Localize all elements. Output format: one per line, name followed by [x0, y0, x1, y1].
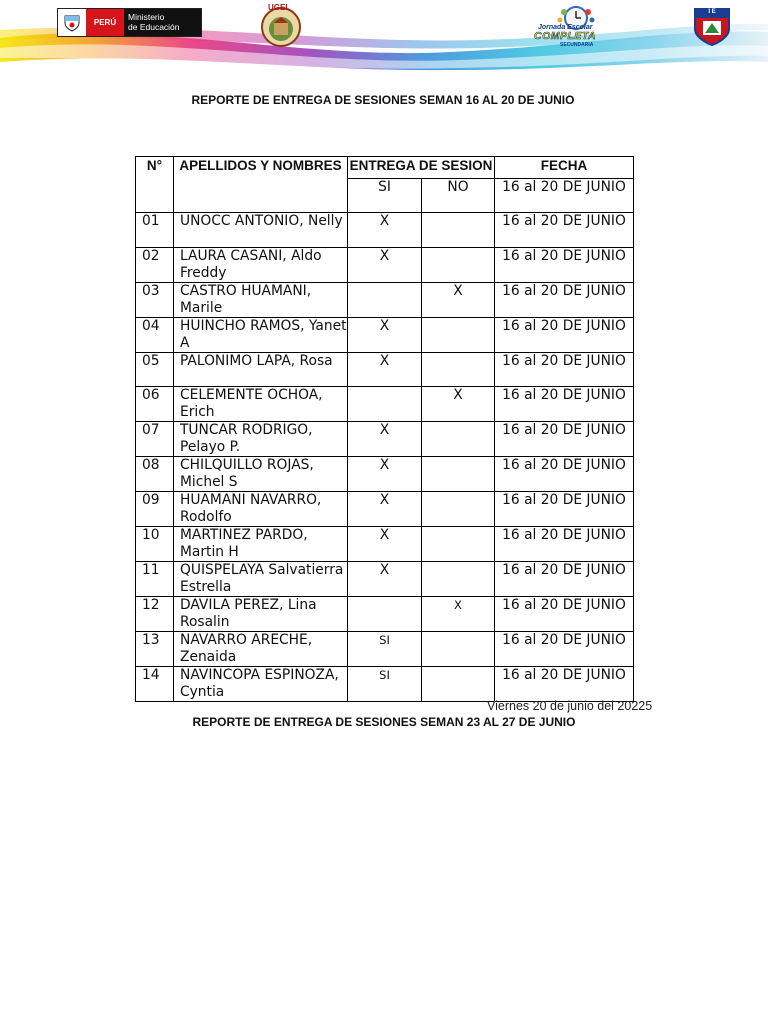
row-si [348, 387, 422, 422]
header-name: APELLIDOS Y NOMBRES [174, 157, 348, 213]
row-number: 09 [136, 492, 174, 527]
table-row [136, 352, 634, 387]
subheader-fecha: 16 al 20 DE JUNIO [495, 179, 634, 213]
row-number: 03 [136, 282, 174, 317]
table-row [136, 317, 634, 352]
row-si: X [348, 457, 422, 492]
table-row [136, 457, 634, 492]
row-si: X [348, 562, 422, 597]
row-no [422, 667, 495, 702]
row-fecha: 16 al 20 DE JUNIO [495, 352, 634, 387]
table-row [136, 387, 634, 422]
row-no [422, 527, 495, 562]
table-row [136, 213, 634, 248]
row-no: X [422, 387, 495, 422]
row-fecha: 16 al 20 DE JUNIO [495, 317, 634, 352]
row-number: 10 [136, 527, 174, 562]
row-si: X [348, 352, 422, 387]
table-row [136, 492, 634, 527]
row-name: UNOCC ANTONIO, Nelly [174, 213, 348, 248]
row-si: X [348, 317, 422, 352]
row-name: DAVILA PEREZ, Lina Rosalin [174, 597, 348, 632]
row-fecha: 16 al 20 DE JUNIO [495, 527, 634, 562]
row-si [348, 597, 422, 632]
delivery-table [135, 156, 634, 702]
row-number: 01 [136, 213, 174, 248]
row-no [422, 247, 495, 282]
row-name: NAVINCOPA ESPINOZA, Cyntia [174, 667, 348, 702]
ministry-logo [57, 8, 202, 37]
row-si: X [348, 247, 422, 282]
row-si: SI [348, 667, 422, 702]
table-row [136, 247, 634, 282]
row-number: 14 [136, 667, 174, 702]
table-row [136, 632, 634, 667]
header-entrega: ENTREGA DE SESION [348, 157, 495, 179]
row-name: NAVARRO ARECHE, Zenaida [174, 632, 348, 667]
row-fecha: 16 al 20 DE JUNIO [495, 282, 634, 317]
row-no: X [422, 597, 495, 632]
row-number: 04 [136, 317, 174, 352]
row-name: CHILQUILLO ROJAS, Michel S [174, 457, 348, 492]
row-fecha: 16 al 20 DE JUNIO [495, 422, 634, 457]
row-number: 07 [136, 422, 174, 457]
row-name: QUISPELAYA Salvatierra Estrella [174, 562, 348, 597]
peru-shield-icon [58, 9, 86, 36]
table-row [136, 282, 634, 317]
row-name: LAURA CASANI, Aldo Freddy [174, 247, 348, 282]
row-fecha: 16 al 20 DE JUNIO [495, 457, 634, 492]
row-name: CELEMENTE OCHOA, Erich [174, 387, 348, 422]
row-no [422, 317, 495, 352]
row-no [422, 632, 495, 667]
row-number: 02 [136, 247, 174, 282]
row-si: X [348, 492, 422, 527]
row-no [422, 352, 495, 387]
footer-date: Viernes 20 de junio del 20225 [487, 699, 653, 713]
row-number: 12 [136, 597, 174, 632]
row-name: HUAMANI NAVARRO, Rodolfo [174, 492, 348, 527]
row-number: 05 [136, 352, 174, 387]
peru-label: PERÚ [86, 9, 124, 36]
row-fecha: 16 al 20 DE JUNIO [495, 667, 634, 702]
row-fecha: 16 al 20 DE JUNIO [495, 562, 634, 597]
row-si: X [348, 213, 422, 248]
row-fecha: 16 al 20 DE JUNIO [495, 213, 634, 248]
row-no [422, 562, 495, 597]
subheader-si: SI [348, 179, 422, 213]
row-number: 08 [136, 457, 174, 492]
row-fecha: 16 al 20 DE JUNIO [495, 247, 634, 282]
row-name: CASTRO HUAMANI, Marile [174, 282, 348, 317]
row-fecha: 16 al 20 DE JUNIO [495, 492, 634, 527]
row-fecha: 16 al 20 DE JUNIO [495, 387, 634, 422]
row-si: X [348, 422, 422, 457]
subheader-no: NO [422, 179, 495, 213]
row-no [422, 422, 495, 457]
ministry-label: Ministerio de Educación [124, 9, 201, 36]
jec-top-label: Jornada Escolar [538, 24, 593, 31]
header-num: N° [136, 157, 174, 213]
row-si [348, 282, 422, 317]
row-fecha: 16 al 20 DE JUNIO [495, 632, 634, 667]
row-no [422, 457, 495, 492]
row-number: 06 [136, 387, 174, 422]
table-row [136, 597, 634, 632]
table-row [136, 667, 634, 702]
table-row [136, 422, 634, 457]
jec-sub-label: SECUNDARIA [560, 42, 594, 48]
table-row [136, 527, 634, 562]
row-name: MARTINEZ PARDO, Martin H [174, 527, 348, 562]
header-fecha: FECHA [495, 157, 634, 179]
jec-main-label: COMPLETA [534, 30, 597, 42]
crest-label: I E [708, 9, 716, 15]
row-si: X [348, 527, 422, 562]
row-name: PALONIMO LAPA, Rosa [174, 352, 348, 387]
row-number: 11 [136, 562, 174, 597]
row-no [422, 213, 495, 248]
row-no [422, 492, 495, 527]
row-name: TUNCAR RODRIGO, Pelayo P. [174, 422, 348, 457]
table-row [136, 562, 634, 597]
row-fecha: 16 al 20 DE JUNIO [495, 597, 634, 632]
row-no: X [422, 282, 495, 317]
report-title-week2: REPORTE DE ENTREGA DE SESIONES SEMAN 23 AL 27 DE JUNIO [192, 715, 576, 729]
ugel-label: UGEL [268, 3, 291, 12]
row-number: 13 [136, 632, 174, 667]
report-title-week1: REPORTE DE ENTREGA DE SESIONES SEMAN 16 AL 20 DE JUNIO [191, 93, 575, 107]
row-si: SI [348, 632, 422, 667]
row-name: HUINCHO RAMOS, Yanet A [174, 317, 348, 352]
table-header-row [136, 157, 634, 179]
